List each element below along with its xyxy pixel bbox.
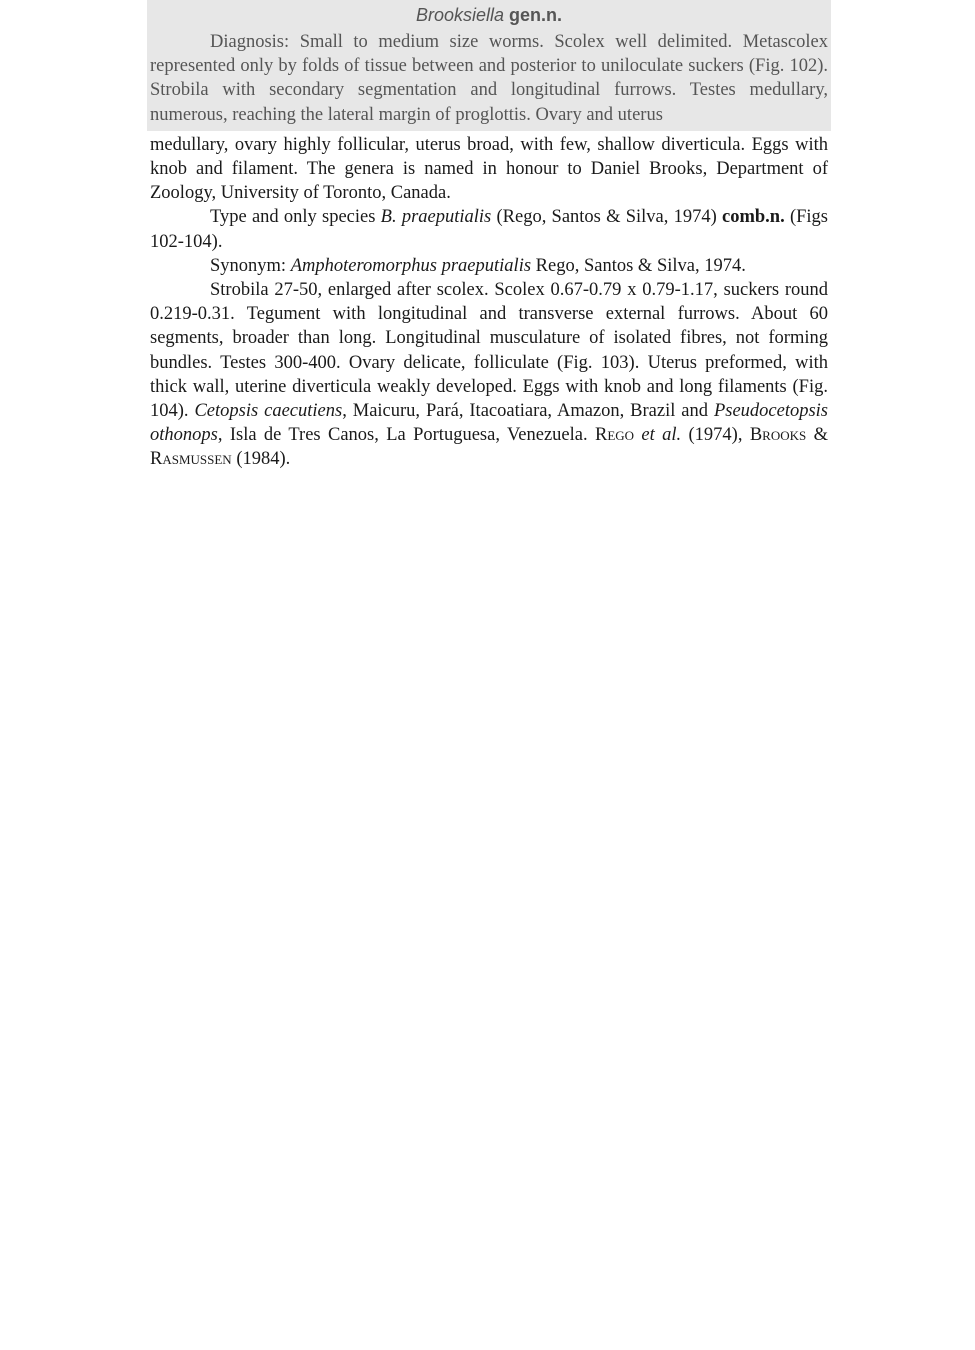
synonym-name: Amphoteromorphus praeputialis: [290, 255, 532, 276]
type-species-authority: (Rego, Santos & Silva, 1974): [491, 207, 723, 228]
genus-name: Brooksiella: [415, 5, 505, 25]
reference-etal: et al.: [641, 425, 682, 446]
description-part1: Strobila 27-50, enlarged after scolex. Scolex 0.67-0.79 x 0.79-1.17, suckers round 0.219-0.31. Tegument with longitudinal and transverse external furrows. About 60 segments, broader than long. Longitudinal musculature of isolated fibres, not forming bundles. Testes 300-400. Ovary delicate, folliculate (Fig. 103). Uterus preformed, with thick wall, uterine diverticula weakly developed. Eggs with knob and long filaments (Fig. 104).: [150, 280, 828, 422]
genus-label: gen.n.: [509, 5, 563, 25]
type-species-paragraph: [150, 205, 828, 253]
description-part3: , Isla de Tres Canos, La Portuguesa, Venezuela.: [217, 425, 595, 446]
reference-author-2: Brooks & Rasmussen: [150, 425, 829, 470]
document-page: [150, 0, 828, 472]
reference-year-2: (1984).: [231, 449, 291, 470]
reference-year-1: (1974),: [681, 425, 750, 446]
type-species-figs: (Figs 102-104).: [150, 207, 828, 252]
type-species-prefix: Type and only species: [210, 207, 381, 228]
comb-n-label: comb.n.: [722, 207, 785, 228]
shaded-block: [147, 0, 831, 131]
description-paragraph: [150, 278, 828, 472]
host-species-1: Cetopsis caecutiens: [194, 401, 343, 422]
synonym-authority: Rego, Santos & Silva, 1974.: [531, 255, 746, 276]
synonym-prefix: Synonym:: [210, 255, 291, 276]
host-species-2: Pseudocetopsis othonops: [150, 401, 828, 446]
description-part2: , Maicuru, Pará, Itacoatiara, Amazon, Brazil and: [342, 401, 714, 422]
diagnosis-shaded-text: Diagnosis: Small to medium size worms. Scolex well delimited. Metascolex represented only by folds of tissue between and posterior to uniloculate suckers (Fig. 102). Strobila with secondary segmentation and longitudinal furrows. Testes medullary, numerous, reaching the lateral margin of proglottis. Ovary and uterus: [150, 32, 828, 125]
type-species-name: B. praeputialis: [380, 207, 492, 228]
synonym-paragraph: [150, 254, 828, 278]
genus-heading: [150, 4, 828, 26]
diagnosis-continuation: medullary, ovary highly follicular, uterus broad, with few, shallow diverticula. Eggs with knob and filament. The genera is named in honour to Daniel Brooks, Department of Zoology, University of Toronto, Canada.: [150, 134, 828, 204]
reference-author-1: Rego: [594, 425, 635, 446]
